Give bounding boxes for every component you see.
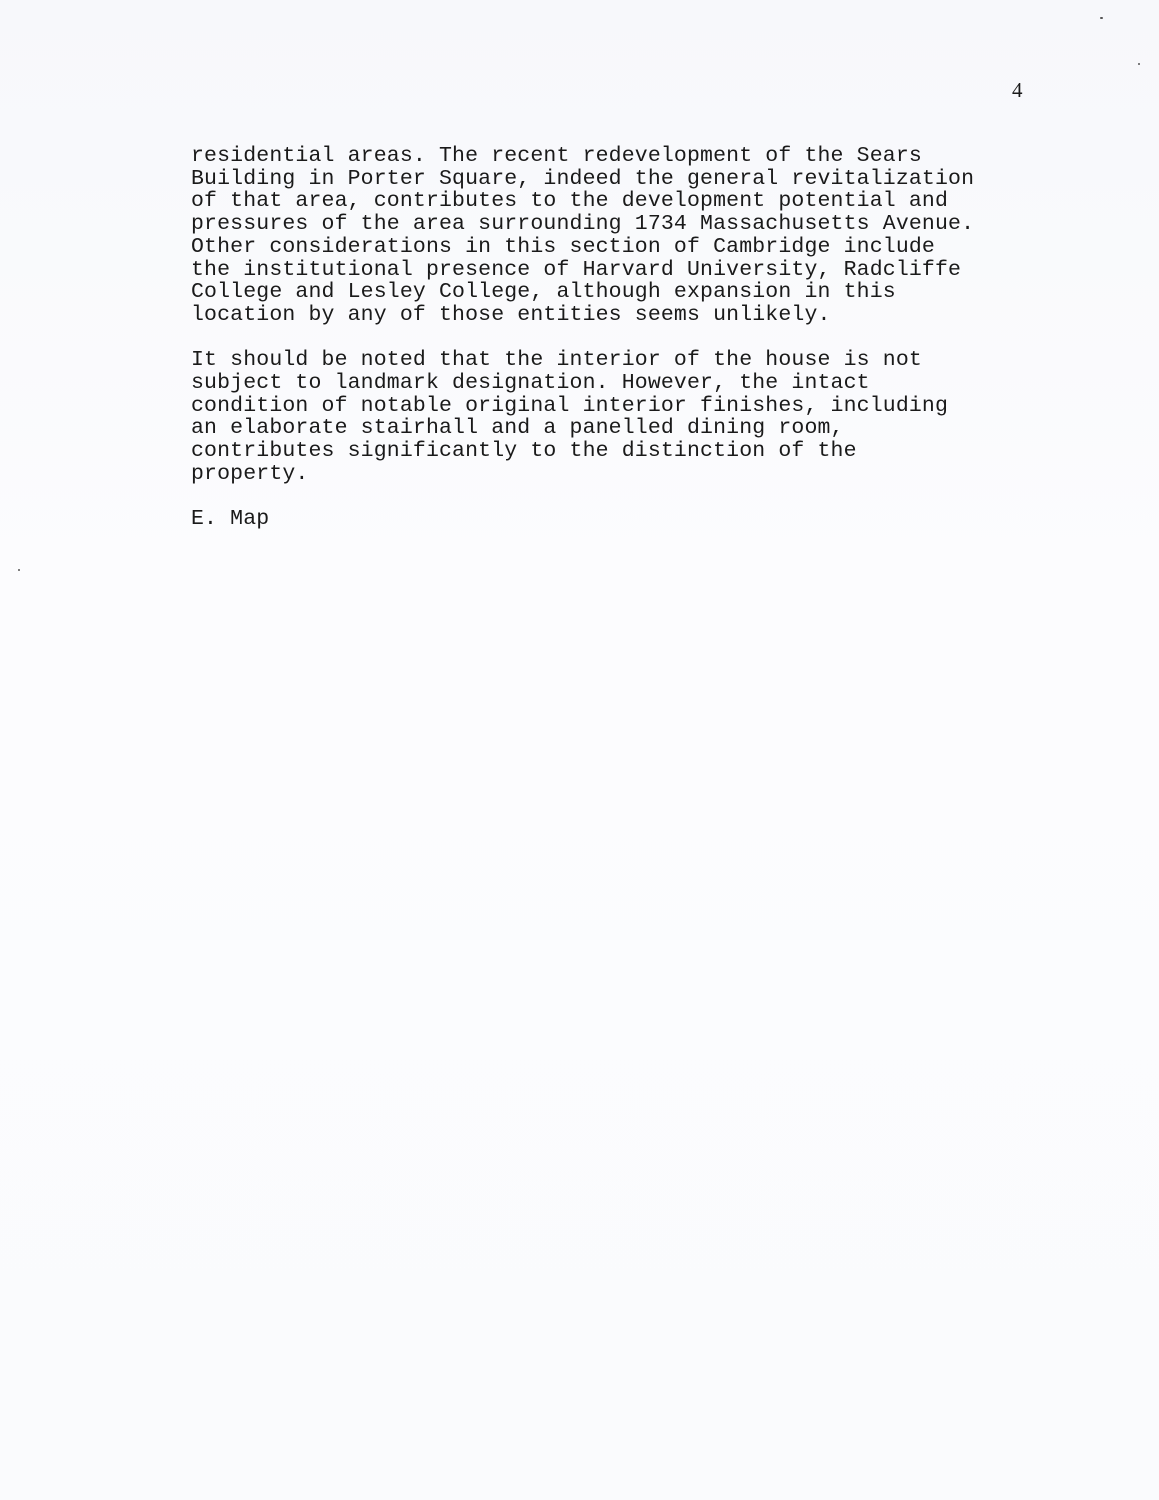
text-line: contributes significantly to the distinction of the	[191, 439, 857, 464]
paragraph-interior	[191, 349, 1041, 485]
text-line: pressures of the area surrounding 1734 Massachusetts Avenue.	[191, 212, 975, 237]
scan-speck	[1138, 63, 1140, 65]
text-line: College and Lesley College, although expansion in this	[191, 280, 896, 305]
text-line: the institutional presence of Harvard University, Radcliffe	[191, 257, 962, 282]
text-line: of that area, contributes to the development potential and	[191, 189, 949, 214]
text-line: an elaborate stairhall and a panelled dining room,	[191, 416, 844, 441]
text-line: location by any of those entities seems unlikely.	[191, 302, 831, 327]
text-line: Other considerations in this section of Cambridge include	[191, 234, 935, 259]
section-heading: E. Map	[191, 507, 270, 532]
text-line: property.	[191, 461, 309, 486]
page-number: 4	[1012, 78, 1023, 102]
text-line: It should be noted that the interior of the house is not	[191, 348, 922, 373]
text-line: residential areas. The recent redevelopment of the Sears	[191, 144, 922, 168]
body-text	[191, 145, 1041, 531]
paragraph-context	[191, 145, 1041, 327]
scan-speck	[1100, 17, 1103, 19]
scan-speck	[18, 569, 20, 571]
text-line: Building in Porter Square, indeed the general revitalization	[191, 166, 975, 191]
text-line: condition of notable original interior finishes, including	[191, 393, 949, 418]
text-line: subject to landmark designation. However, the intact	[191, 371, 870, 396]
